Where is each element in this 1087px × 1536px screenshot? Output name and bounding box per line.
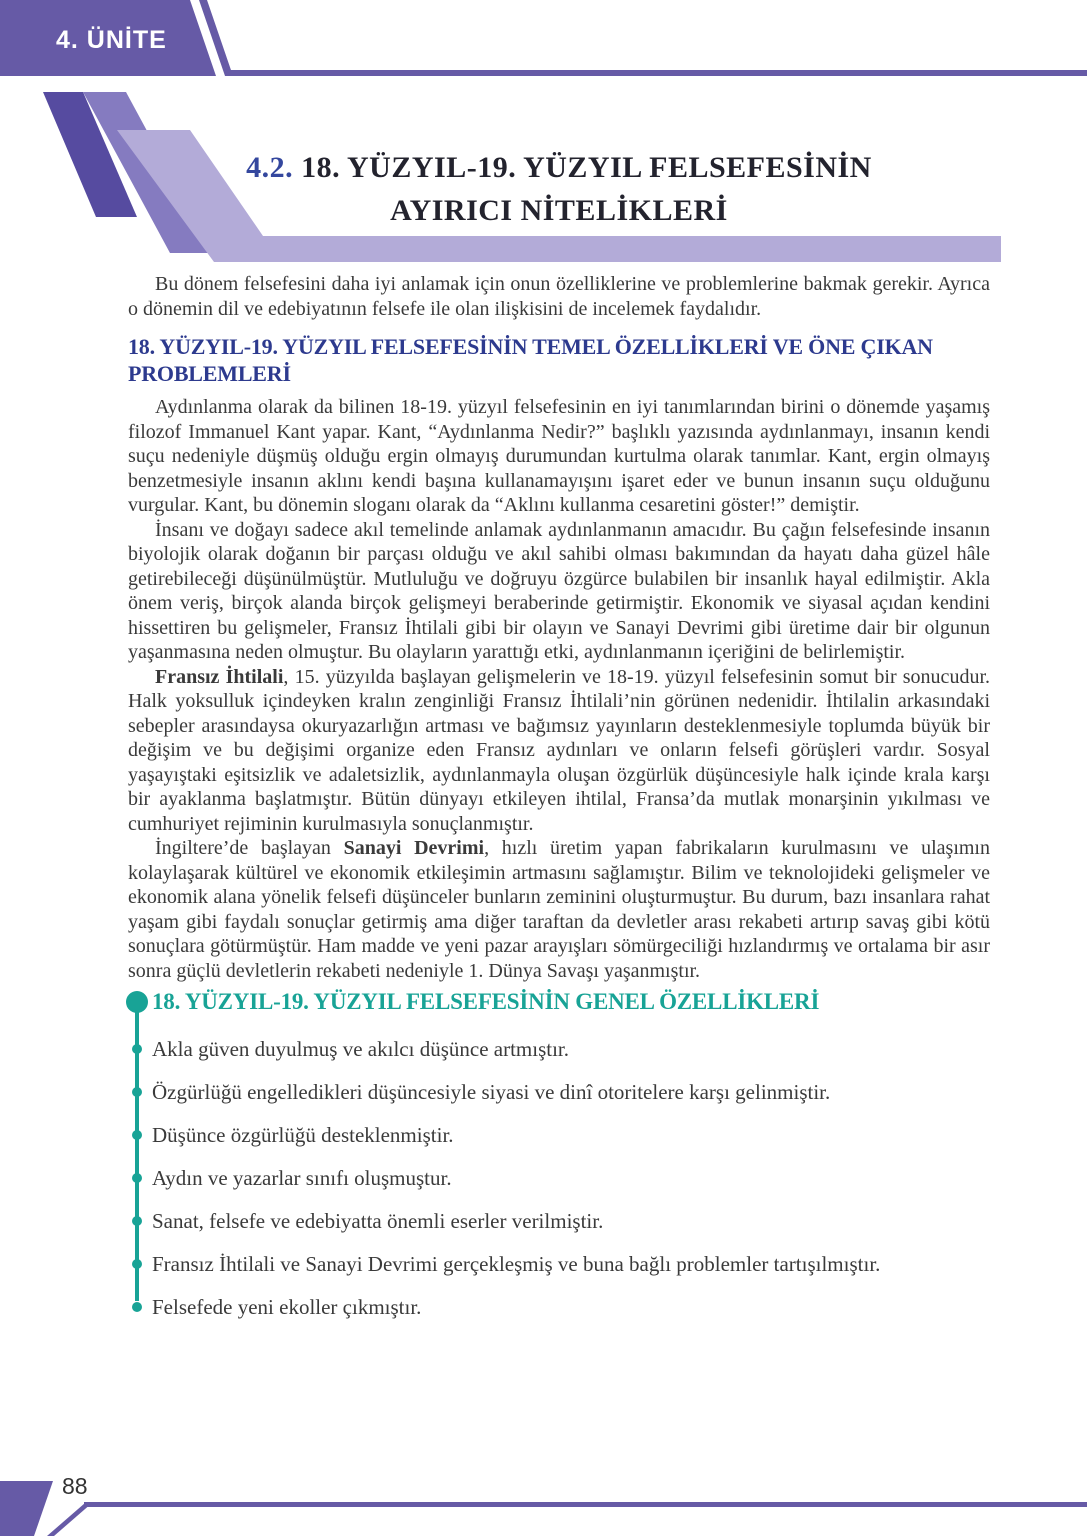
header-rule [228,70,1087,76]
paragraph-text: Aydınlanma olarak da bilinen 18-19. yüzyıl felsefesinin en iyi tanımlarından birini o dönemde yaşamış filozof Immanuel Kant yapar. Kant, “Aydınlanma Nedir?” başlıklı yazısında aydınlanmayı, insanın kendi suçu nedeniyle düşmüş olduğu ergin olmayış durumundan kurtulma olarak tanımlar. Kant, ergin olmayış benzetmesiyle insanın aklını kendi başına kullanamayışını işaret eder ve bunun insanın suçu olduğunu vurgular. Kant, bu dönemin sloganı olarak da “Aklını kullanma cesaretini göster!” demiştir. [128,396,990,516]
bullet-dot-icon [132,1087,142,1097]
footer-rule [84,1502,1087,1507]
footer-decoration [0,1470,1087,1536]
page-number: 88 [62,1473,88,1499]
paragraph-fransiz-ihtilali [128,665,990,837]
list-item [152,1207,990,1235]
section1-heading: 18. YÜZYIL-19. YÜZYIL FELSEFESİNİN TEMEL ÖZELLİKLERİ VE ÖNE ÇIKAN PROBLEMLERİ [128,334,933,386]
paragraph-sanayi-devrimi [128,836,990,983]
section2-heading [152,989,990,1015]
list-item [152,1250,990,1278]
list-item [152,1078,990,1106]
unit-label: 4. ÜNİTE [56,26,167,54]
bullet-dot-icon [132,1130,142,1140]
feature-list [152,1035,990,1321]
list-item-text: Düşünce özgürlüğü desteklenmiştir. [152,1123,454,1147]
list-item-text: Fransız İhtilali ve Sanayi Devrimi gerçekleşmiş ve buna bağlı problemler tartışılmıştır. [152,1252,881,1276]
bullet-dot-icon [132,1216,142,1226]
list-item-text: Felsefede yeni ekoller çıkmıştır. [152,1295,422,1319]
bullet-dot-icon [132,1044,142,1054]
big-dot-icon [126,991,148,1013]
section2-heading-text: 18. YÜZYIL-19. YÜZYIL FELSEFESİNİN GENEL ÖZELLİKLERİ [152,989,820,1014]
page-title-line2: AYIRICI NİTELİKLERİ [390,194,728,227]
list-item [152,1164,990,1192]
list-item-text: Özgürlüğü engelledikleri düşüncesiyle siyasi ve dinî otoritelere karşı gelinmiştir. [152,1080,831,1104]
footer-diagonal-stripe [47,1503,92,1536]
list-item-text: Aydın ve yazarlar sınıfı oluşmuştur. [152,1166,452,1190]
general-features-section [128,989,990,1321]
list-item-text: Akla güven duyulmuş ve akılcı düşünce artmıştır. [152,1037,570,1061]
footer-corner-shape [0,1481,53,1536]
list-item-text: Sanat, felsefe ve edebiyatta önemli eserler verilmiştir. [152,1209,604,1233]
page-title-line1 [128,146,990,189]
paragraph-text: , hızlı üretim yapan fabrikaların kurulmasını ve ulaşımın kolaylaşarak kültürel ve ekonomik etkileşimin artmasını sağlamıştır. Bilim ve teknolojideki gelişmeler ve ekonomik alana yönelik felsefi düşünceler bunların zeminini oluşturmuştur. Bu durum, bazı insanlara rahat yaşam gibi faydalı sonuçlar getirmiş ama diğer taraftan da devletler arası rekabeti artırıp savaş gibi kötü sonuçlara götürmüştür. Ham madde ve yeni pazar arayışları sömürgeciliği hızlandırmış ve ortalama bir asır sonra güçlü devletlerin rekabeti nedeniyle 1. Dünya Savaşı yaşanmıştır. [128,837,990,982]
paragraph-aydinlanma [128,395,990,518]
body-content [128,272,990,1336]
paragraph-text: İngiltere’de başlayan [155,837,344,859]
list-item [152,1293,990,1321]
paragraph-text: İnsanı ve doğayı sadece akıl temelinde anlamak aydınlanmanın amacıdır. Bu çağın felsefesinde insanın biyolojik olarak doğanın bir parçası olduğu ve akıl sahibi olması bakımından da hayatı daha güzel hâle getirebileceği düşünülmüştür. Mutluluğu ve doğruyu özgürce bulabilen bir insanlık hayal edilmiştir. Akla önem veriş, birçok alanda birçok gelişmeyi beraberinde getirmiştir. Ekonomik ve siyasal açıdan kendini hissettiren bu gelişmeler, Fransız İhtilali gibi bir olayın ve Sanayi Devrimi gibi üretime dair bir olgunun yaşanmasına neden olmuştur. Bu olayların yarattığı etki, aydınlanmanın içeriğini de belirlemiştir. [128,518,990,663]
bullet-dot-icon [132,1259,142,1269]
bullet-dot-icon [132,1173,142,1183]
list-item [152,1121,990,1149]
intro-paragraph: Bu dönem felsefesini daha iyi anlamak için onun özelliklerine ve problemlerine bakmak gerekir. Ayrıca o dönemin dil ve edebiyatının felsefe ile olan ilişkisini de incelemek faydalıdır. [128,273,990,320]
bullet-dot-icon [132,1302,142,1312]
paragraph-insan-doga [128,518,990,665]
bold-term-sanayi-devrimi: Sanayi Devrimi [343,837,485,859]
title-number: 4.2. [246,151,294,184]
title-text-line1: 18. YÜZYIL-19. YÜZYIL FELSEFESİNİN [301,151,872,184]
list-item [152,1035,990,1063]
page-title [128,146,990,232]
bold-term-fransiz-ihtilali: Fransız İhtilali [155,665,284,688]
paragraph-text: , 15. yüzyılda başlayan gelişmelerin ve 18-19. yüzyıl felsefesinin somut bir sonucudur. Halk yoksulluk içindeyken kralın zenginliği Fransız İhtilali’nin görünen nedenidir. İhtilalin arkasındaki sebepler arasındaysa okuryazarlığın artması ve bağımsız yayınların desteklenmesiyle toplumda büyük bir değişim ve bu değişimi organize eden Fransız aydınları ve onların felsefi görüşleri vardır. Sosyal yaşayıştaki eşitsizlik ve adaletsizlik, aydınlanmayla oluşan özgürlük düşüncesiyle halk içinde krala karşı bir ayaklanma başlatmıştır. Bütün dünyayı etkileyen ihtilal, Fransa’da mutlak monarşinin yıkılması ve cumhuriyet rejiminin kurulmasıyla sonuçlanmıştır. [128,665,990,835]
